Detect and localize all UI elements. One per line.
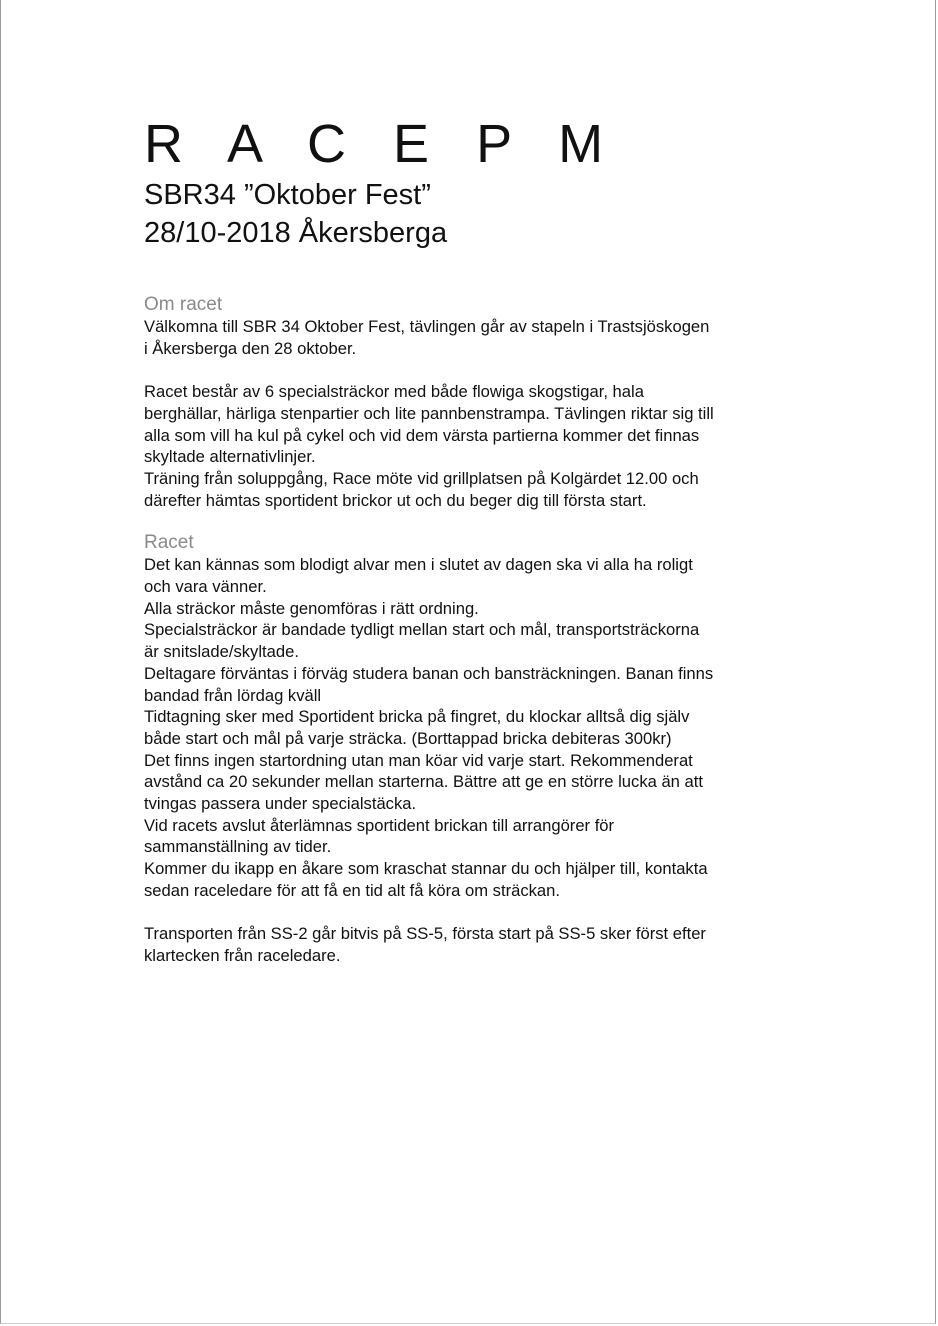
text-line: Deltagare förväntas i förväg studera banan och bansträckningen. Banan finns bbox=[144, 663, 714, 683]
text-line: klartecken från raceledare. bbox=[144, 945, 341, 965]
section1-paragraph-1 bbox=[144, 316, 824, 359]
section-heading-om-racet: Om racet bbox=[144, 294, 223, 315]
section2-paragraph-1 bbox=[144, 554, 824, 901]
page-title: R A C E P M bbox=[144, 114, 620, 174]
text-line: avstånd ca 20 sekunder mellan starterna. Bättre att ge en större lucka än att bbox=[144, 772, 703, 792]
text-line: Vid racets avslut återlämnas sportident brickan till arrangörer för bbox=[144, 815, 615, 835]
event-date-location: 28/10-2018 Åkersberga bbox=[144, 217, 448, 249]
text-line: Det kan kännas som blodigt alvar men i slutet av dagen ska vi alla ha roligt bbox=[144, 555, 693, 575]
text-line: är snitslade/skyltade. bbox=[144, 642, 299, 662]
text-line: och vara vänner. bbox=[144, 577, 267, 597]
text-line: alla som vill ha kul på cykel och vid dem värsta partierna kommer det finnas bbox=[144, 425, 700, 445]
text-line: Specialsträckor är bandade tydligt mellan start och mål, transportsträckorna bbox=[144, 620, 700, 640]
section1-paragraph-2 bbox=[144, 381, 824, 511]
text-line: därefter hämtas sportident brickor ut och du beger dig till första start. bbox=[144, 490, 647, 510]
text-line: Tidtagning sker med Sportident bricka på fingret, du klockar alltså dig själv bbox=[144, 707, 690, 727]
text-line: både start och mål på varje sträcka. (Borttappad bricka debiteras 300kr) bbox=[144, 728, 672, 748]
event-name: SBR34 ”Oktober Fest” bbox=[144, 179, 431, 211]
text-line: sedan raceledare för att få en tid alt få köra om sträckan. bbox=[144, 880, 560, 900]
text-line: Kommer du ikapp en åkare som kraschat stannar du och hjälper till, kontakta bbox=[144, 859, 708, 879]
section-heading-racet: Racet bbox=[144, 532, 194, 554]
text-line: berghällar, härliga stenpartier och lite pannbenstrampa. Tävlingen riktar sig till bbox=[144, 403, 714, 423]
document-content bbox=[144, 112, 824, 967]
text-line: sammanställning av tider. bbox=[144, 837, 332, 857]
text-line: Transporten från SS-2 går bitvis på SS-5, första start på SS-5 sker först efter bbox=[144, 924, 706, 944]
text-line: Alla sträckor måste genomföras i rätt ordning. bbox=[144, 598, 479, 618]
text-line: bandad från lördag kväll bbox=[144, 685, 322, 705]
text-line: Det finns ingen startordning utan man köar vid varje start. Rekommenderat bbox=[144, 750, 693, 770]
text-line: i Åkersberga den 28 oktober. bbox=[144, 338, 357, 358]
text-line: Racet består av 6 specialsträckor med både flowiga skogstigar, hala bbox=[144, 382, 644, 402]
text-line: skyltade alternativlinjer. bbox=[144, 447, 316, 467]
section2-paragraph-2 bbox=[144, 923, 824, 966]
text-line: Träning från soluppgång, Race möte vid grillplatsen på Kolgärdet 12.00 och bbox=[144, 468, 699, 488]
text-line: tvingas passera under specialstäcka. bbox=[144, 794, 417, 814]
text-line: Välkomna till SBR 34 Oktober Fest, tävlingen går av stapeln i Trastsjöskogen bbox=[144, 317, 710, 336]
